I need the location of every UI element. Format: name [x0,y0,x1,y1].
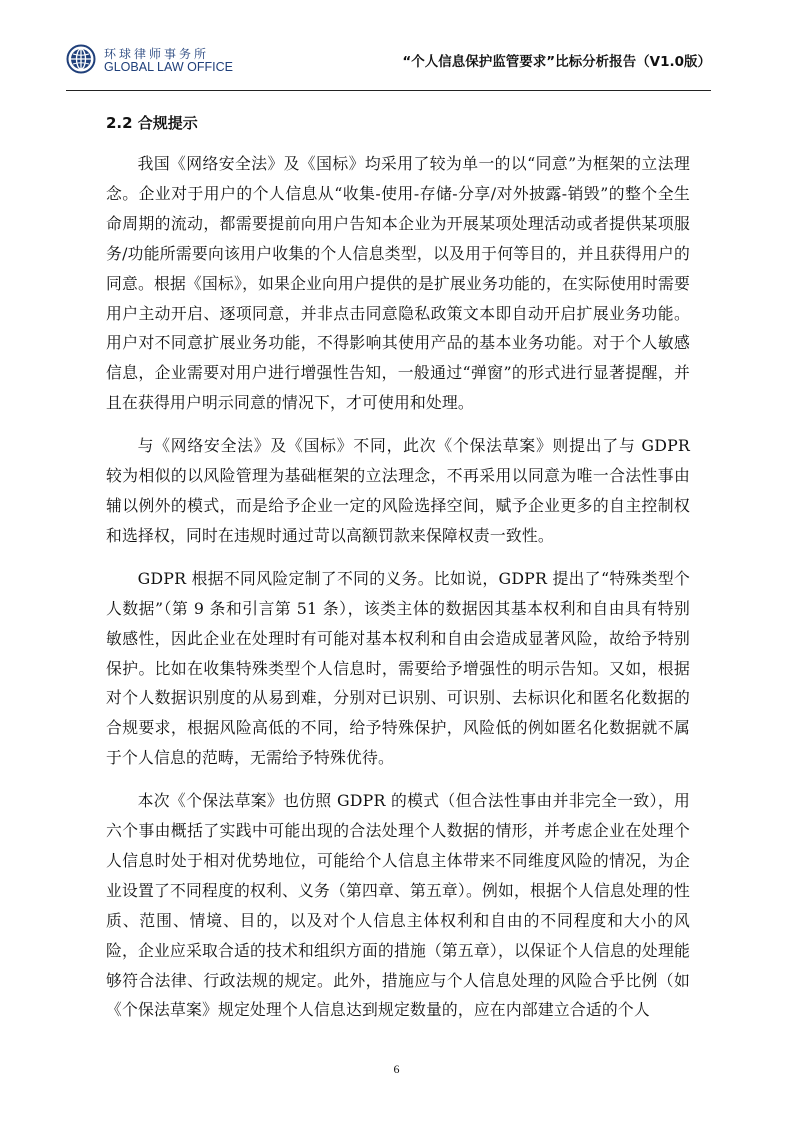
firm-logo [66,44,233,78]
header-divider [66,90,711,91]
logo-chinese-name: 环球律师事务所 [104,47,210,61]
globe-icon [66,44,96,74]
paragraph-2: 与《网络安全法》及《国标》不同，此次《个保法草案》则提出了与 GDPR 较为相似的以风险管理为基础框架的立法理念，不再采用以同意为唯一合法性事由辅以例外的模式，而是给予企业一定的风险选择空间，赋予企业更多的自主控制权和选择权，同时在违规时通过苛以高额罚款来保障权责一致性。 [106,436,690,545]
paragraph-3: GDPR 根据不同风险定制了不同的义务。比如说，GDPR 提出了“特殊类型个人数据”（第 9 条和引言第 51 条），该类主体的数据因其基本权利和自由具有特别敏感性，因此企业在处理时有可能对基本权利和自由会造成显著风险，故给予特别保护。比如在收集特殊类型个人信息时，需要给予增强性的明示告知。又如，根据对个人数据识别度的从易到难，分别对已识别、可识别、去标识化和匿名化数据的合规要求，根据风险高低的不同，给予特殊保护，风险低的例如匿名化数据就不属于个人信息的范畴，无需给予特殊优待。 [106,568,690,768]
report-title: “个人信息保护监管要求”比标分析报告（V1.0版） [402,54,711,70]
page-number: 6 [393,1062,400,1076]
paragraph-1: 我国《网络安全法》及《国标》均采用了较为单一的以“同意”为框架的立法理念。企业对于用户的个人信息从“收集-使用-存储-分享/对外披露-销毁”的整个全生命周期的流动，都需要提前向用户告知本企业为开展某项处理活动或者提供某项服务/功能所需要向该用户收集的个人信息类型，以及用于何等目的，并且获得用户的同意。根据《国标》，如果企业向用户提供的是扩展业务功能的，在实际使用时需要用户主动开启、逐项同意，并非点击同意隐私政策文本即自动开启扩展业务功能。用户对不同意扩展业务功能，不得影响其使用产品的基本业务功能。对于个人敏感信息，企业需要对用户进行增强性告知，一般通过“弹窗”的形式进行显著提醒，并且在获得用户明示同意的情况下，才可使用和处理。 [106,154,690,413]
paragraph-4: 本次《个保法草案》也仿照 GDPR 的模式（但合法性事由并非完全一致），用六个事由概括了实践中可能出现的合法处理个人数据的情形，并考虑企业在处理个人信息时处于相对优势地位，可能给个人信息主体带来不同维度风险的情况，为企业设置了不同程度的权利、义务（第四章、第五章）。例如，根据个人信息处理的性质、范围、情境、目的，以及对个人信息主体权利和自由的不同程度和大小的风险，企业应采取合适的技术和组织方面的措施（第五章），以保证个人信息的处理能够符合法律、行政法规的规定。此外，措施应与个人信息处理的风险合乎比例（如《个保法草案》规定处理个人信息达到规定数量的，应在内部建立合适的个人 [106,791,690,1020]
section-heading: 2.2 合规提示 [106,114,198,132]
page-header [66,40,711,88]
body-content [106,149,690,1038]
logo-english-name: GLOBAL LAW OFFICE [104,60,233,74]
